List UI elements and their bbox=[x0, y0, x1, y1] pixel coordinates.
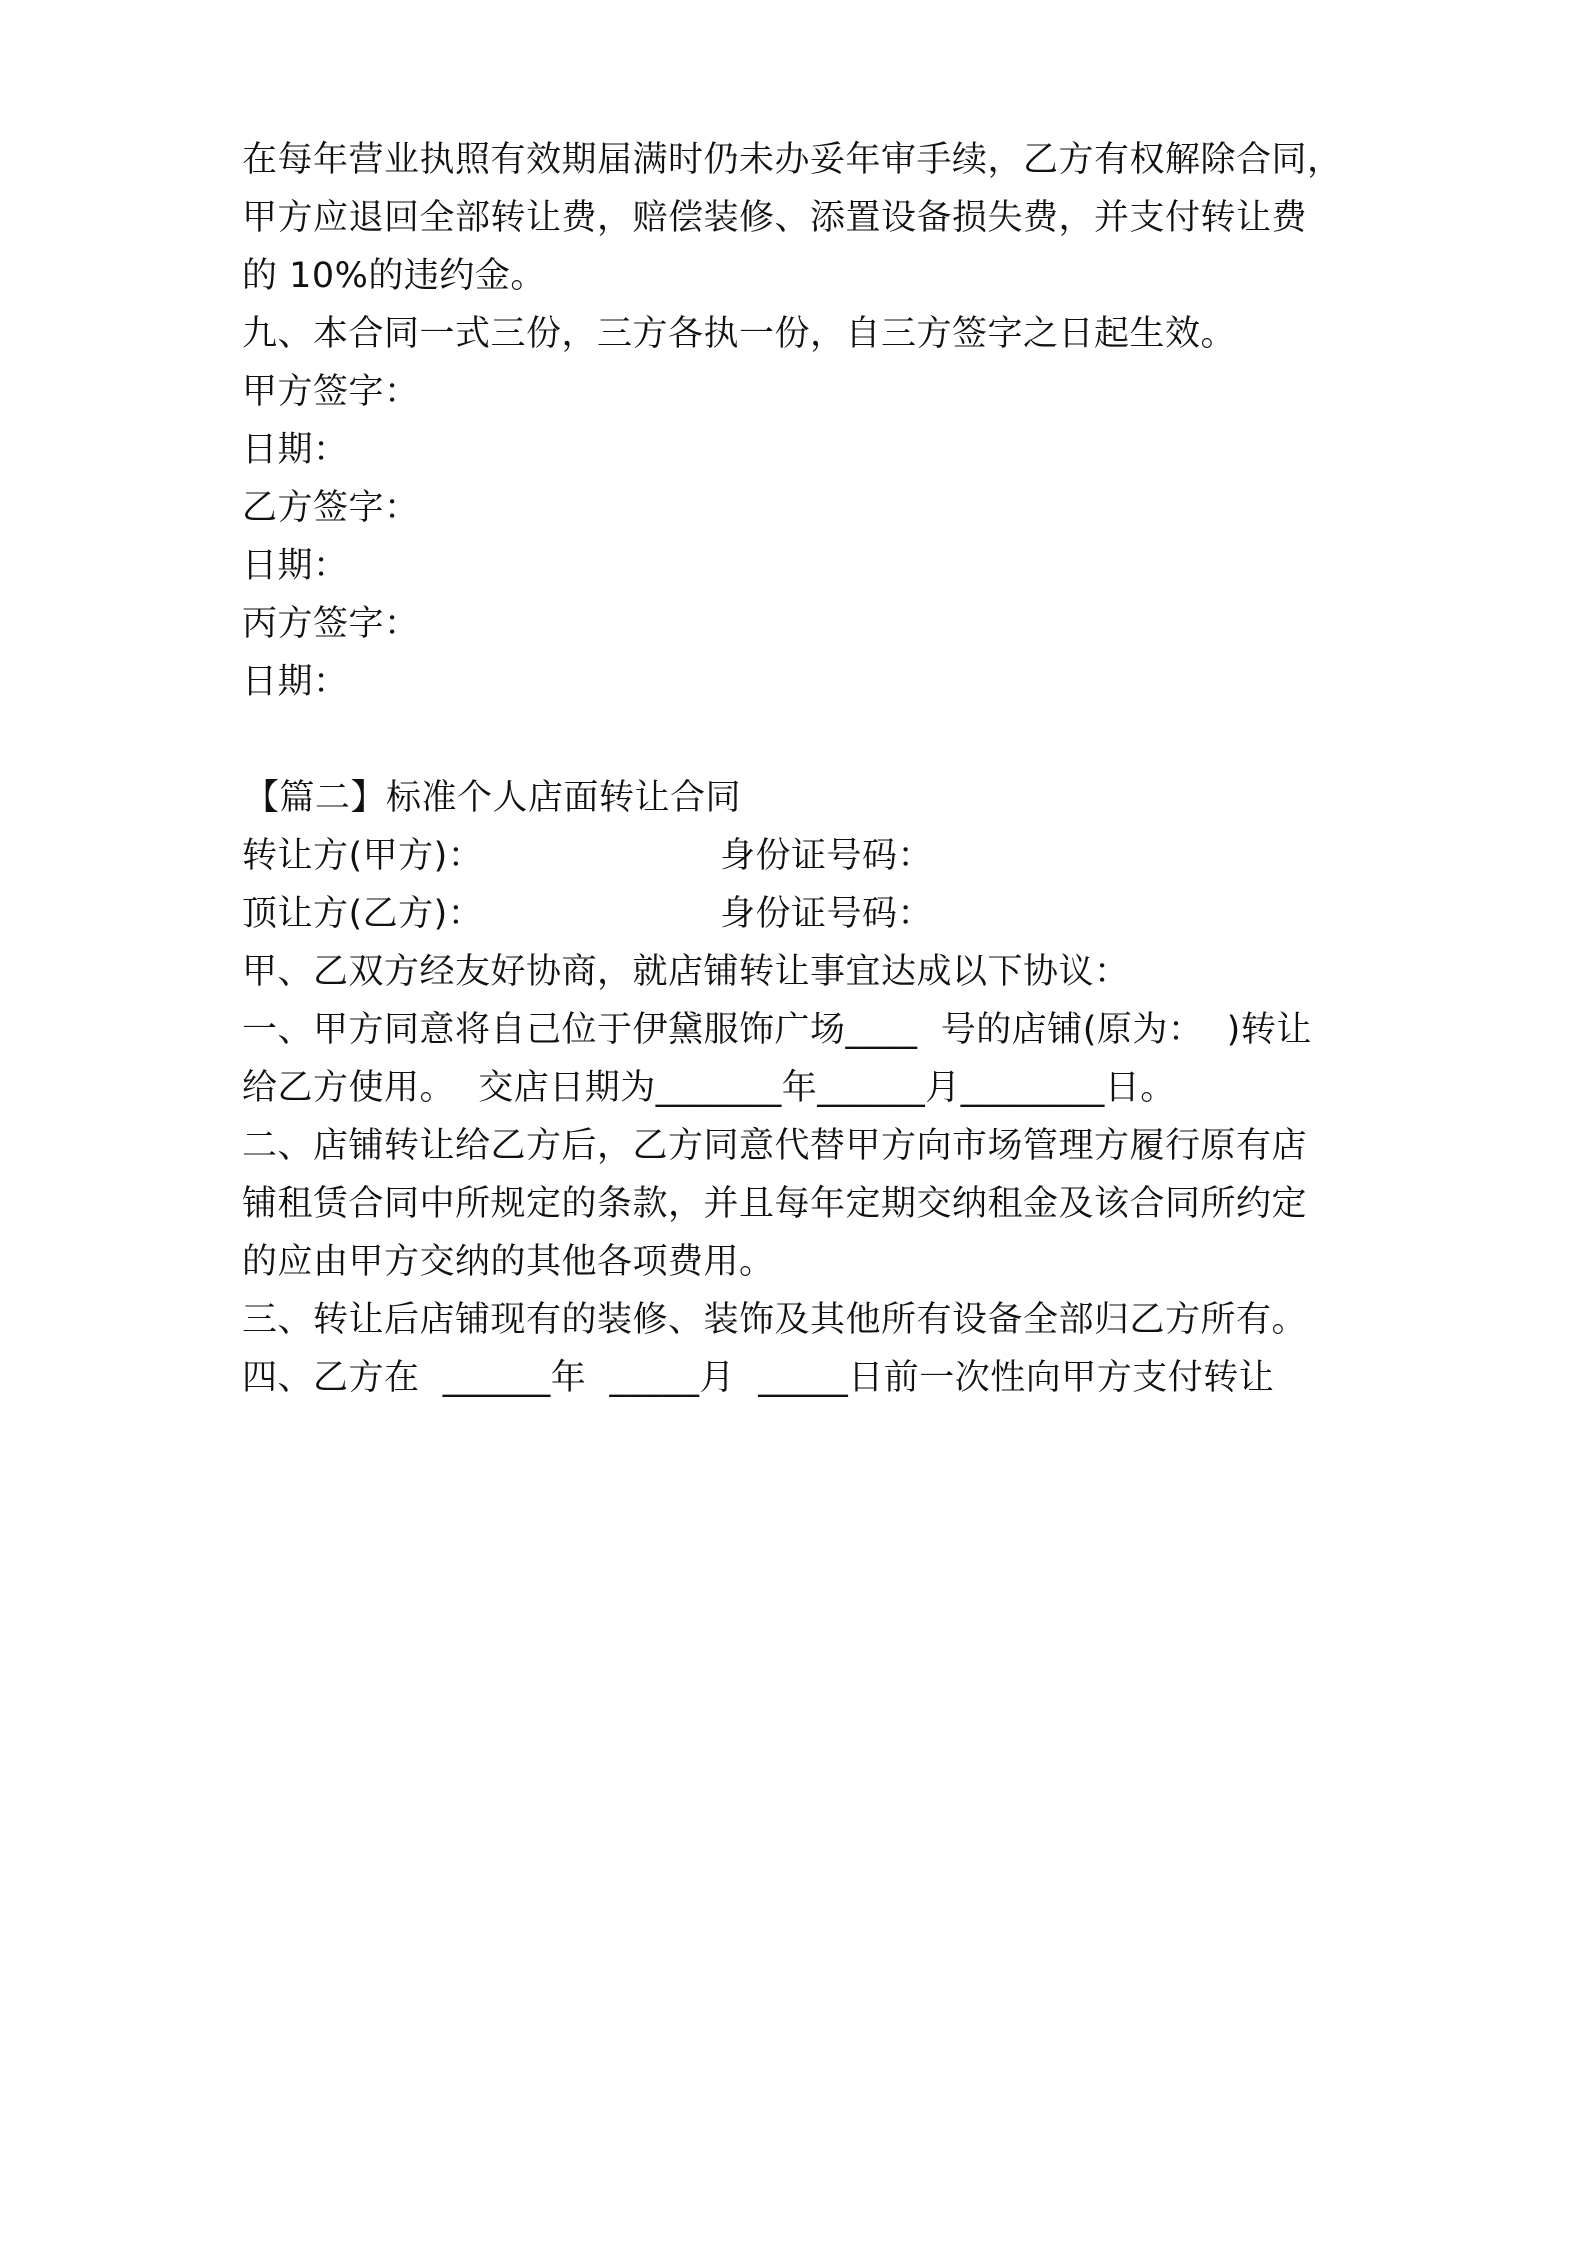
clause-four: 四、乙方在 ______年 _____月 _____日前一次性向甲方支付转让 bbox=[242, 1358, 1275, 1398]
party-c-signature-label: 丙方签字： bbox=[242, 604, 420, 644]
clause-two: 二、店铺转让给乙方后，乙方同意代替甲方向市场管理方履行原有店 bbox=[242, 1126, 1308, 1166]
party-c-date-label: 日期： bbox=[242, 662, 349, 702]
party-a-date-label: 日期： bbox=[242, 430, 349, 470]
paragraph-line: 甲方应退回全部转让费，赔偿装修、添置设备损失费，并支付转让费 bbox=[242, 198, 1308, 238]
clause-nine: 九、本合同一式三份，三方各执一份，自三方签字之日起生效。 bbox=[242, 314, 1237, 354]
paragraph-line: 甲、乙双方经友好协商，就店铺转让事宜达成以下协议： bbox=[242, 952, 1130, 992]
paragraph-line: 的应由甲方交纳的其他各项费用。 bbox=[242, 1242, 775, 1282]
transferee-label: 顶让方(乙方)： bbox=[242, 894, 484, 934]
paragraph-line: 的 10%的违约金。 bbox=[242, 256, 546, 296]
paragraph-line: 铺租赁合同中所规定的条款，并且每年定期交纳租金及该合同所约定 bbox=[242, 1184, 1308, 1224]
paragraph-line: 在每年营业执照有效期届满时仍未办妥年审手续，乙方有权解除合同， bbox=[242, 140, 1343, 180]
section-title: 【篇二】标准个人店面转让合同 bbox=[244, 778, 742, 818]
clause-three: 三、转让后店铺现有的装修、装饰及其他所有设备全部归乙方所有。 bbox=[242, 1300, 1308, 1340]
transferor-label: 转让方(甲方)： bbox=[242, 836, 484, 876]
party-b-date-label: 日期： bbox=[242, 546, 349, 586]
paragraph-line: 给乙方使用。 交店日期为_______年______月________日。 bbox=[242, 1068, 1176, 1108]
transferor-id-label: 身份证号码： bbox=[720, 836, 934, 876]
clause-one: 一、甲方同意将自己位于伊黛服饰广场____ 号的店铺(原为： )转让 bbox=[242, 1010, 1312, 1050]
party-a-signature-label: 甲方签字： bbox=[242, 372, 420, 412]
party-b-signature-label: 乙方签字： bbox=[242, 488, 420, 528]
transferee-id-label: 身份证号码： bbox=[720, 894, 934, 934]
